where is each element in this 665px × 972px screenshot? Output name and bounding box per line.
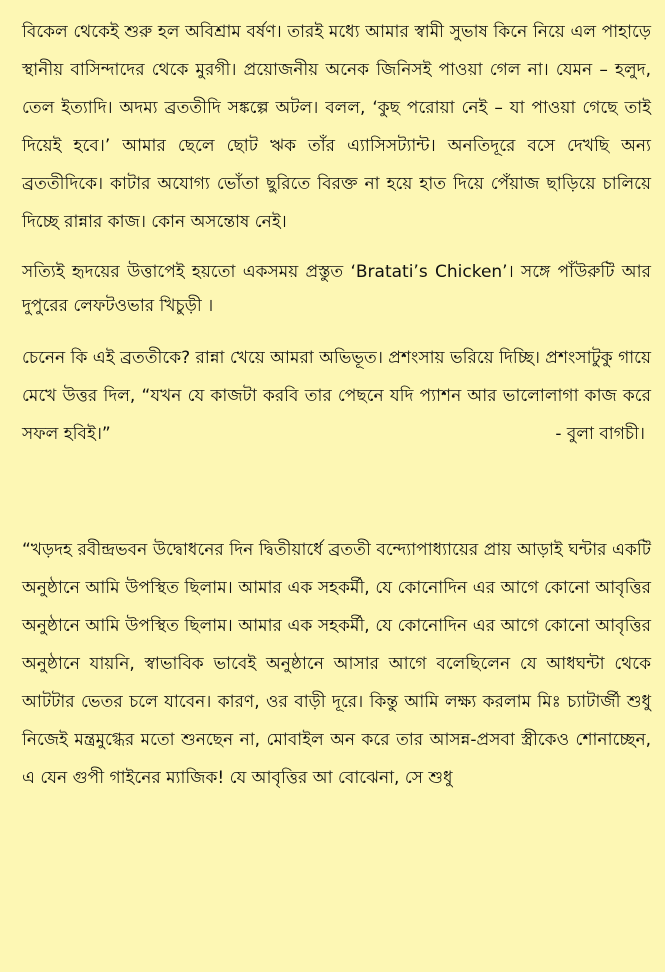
paragraph-rabindrabhavan-event: “খড়দহ রবীন্দ্রভবন উদ্বোধনের দিন দ্বিতীয়ার্ধে ব্রততী বন্দ্যোপাধ্যায়ের প্রায় আড়াই ঘন্টার একটি অনুষ্ঠানে আমি উপস্থিত ছিলাম। আমার এক সহকর্মী, যে কোনোদিন এর আগে কোনো আবৃত্তির অনুষ্ঠানে আমি উপস্থিত ছিলাম। আমার এক সহকর্মী, যে কোনোদিন এর আগে কোনো আবৃত্তির অনুষ্ঠানে যায়নি, স্বাভাবিক ভাবেই অনুষ্ঠানে আসার আগে বলেছিলেন যে আধঘন্টা থেকে আটটার ভেতর চলে যাবেন। কারণ, ওর বাড়ী দূরে। কিন্তু আমি লক্ষ্য করলাম মিঃ চ্যাটার্জী শুধু নিজেই মন্ত্রমুগ্ধের মতো শুনছেন না, মোবাইল অন করে তার আসন্ন-প্রসবা স্ত্রীকেও শোনাচ্ছেন, এ যেন গুপী গাইনের ম্যাজিক! যে আবৃত্তির আ বোঝেনা, সে শুধু — [22, 540, 651, 788]
paragraph-cooking-story: বিকেল থেকেই শুরু হল অবিশ্রাম বর্ষণ। তারই মধ্যে আমার স্বামী সুভাষ কিনে নিয়ে এল পাহাড়ে স্থানীয় বাসিন্দাদের থেকে মুরগী। প্রয়োজনীয় অনেক জিনিসই পাওয়া গেল না। যেমন – হলুদ, তেল ইত্যাদি। অদম্য ব্রততীদি সঙ্কল্পে অটল। বলল, ‘কুছ পরোয়া নেই – যা পাওয়া গেছে তাই দিয়েই হবে।’ আমার ছেলে ছোট ঋক তাঁর এ্যাসিসট্যান্ট। অনতিদূরে বসে দেখছি অন্য ব্রততীদিকে। কাটার অযোগ্য ভোঁতা ছুরিতে বিরক্ত না হয়ে হাত দিয়ে পেঁয়াজ ছাড়িয়ে চালিয়ে দিচ্ছে রান্নার কাজ। কোন অসন্তোষ নেই। — [22, 22, 651, 232]
paragraph-bratatis-chicken: সত্যিই হৃদয়ের উত্তাপেই হয়তো একসময় প্রস্তুত ‘Bratati’s Chicken’। সঙ্গে পাঁউরুটি আর দুপুরের লেফটওভার খিচুড়ী । — [22, 262, 651, 316]
quote-text: চেনেন কি এই ব্রততীকে? রান্না খেয়ে আমরা অভিভূত। প্রশংসায় ভরিয়ে দিচ্ছি। প্রশংসাটুকু গায়ে মেখে উত্তর দিল, “যখন যে কাজটা করবি তার পেছনে যদি প্যাশন আর ভালোলাগা কাজ করে সফল হবিই।” — [22, 348, 652, 444]
author-signature: - বুলা বাগচী। — [555, 424, 645, 444]
paragraph-passion-quote — [22, 339, 651, 453]
